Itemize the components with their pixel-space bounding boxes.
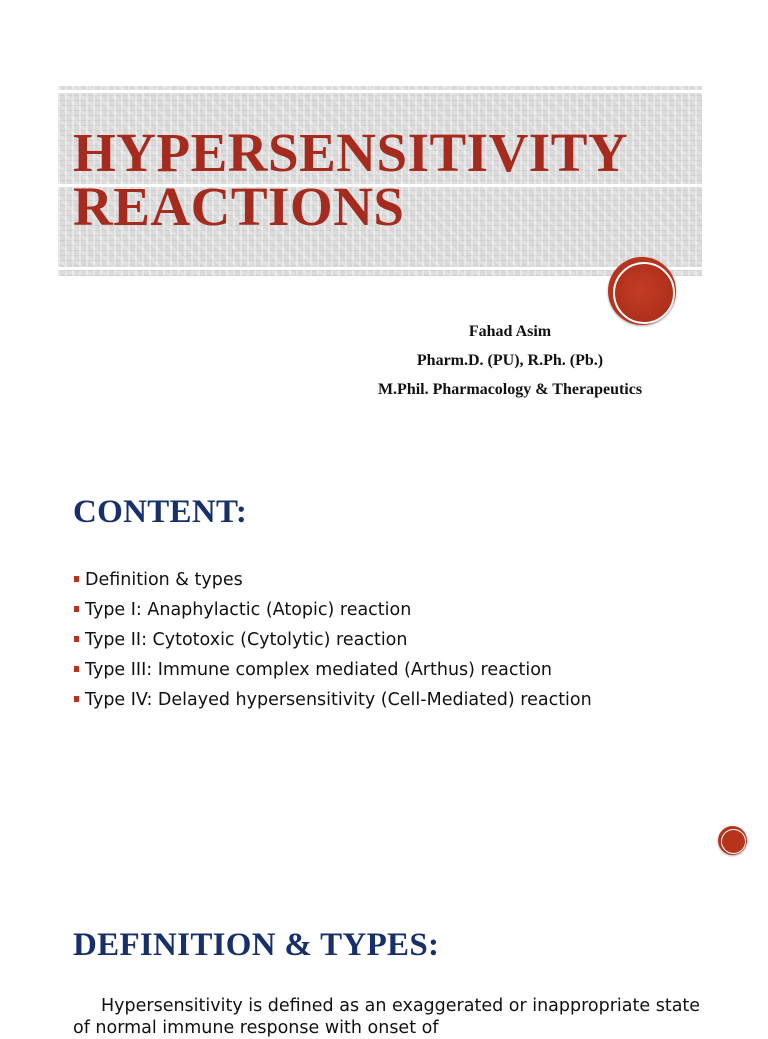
list-item: Type II: Cytotoxic (Cytolytic) reaction [73, 628, 633, 652]
list-item: Type IV: Delayed hypersensitivity (Cell-Mediated) reaction [73, 688, 633, 712]
list-item: Type I: Anaphylactic (Atopic) reaction [73, 598, 633, 622]
slide-title-line-1: HYPERSENSITIVITY [73, 122, 629, 183]
list-item: Definition & types [73, 568, 633, 592]
banner-divider [58, 90, 702, 93]
definition-heading: DEFINITION & TYPES: [73, 927, 440, 963]
definition-paragraph: Hypersensitivity is defined as an exaggerated or inappropriate state of normal immune response with onset of [73, 996, 701, 1038]
list-item: Type III: Immune complex mediated (Arthus) reaction [73, 658, 633, 682]
author-name: Fahad Asim [468, 323, 552, 340]
title-banner [58, 86, 702, 276]
content-list [73, 568, 633, 718]
slide-title-line-2: REACTIONS [73, 176, 405, 237]
decorative-circle-small-icon [718, 826, 747, 855]
author-block [340, 321, 680, 408]
content-heading: CONTENT: [73, 494, 248, 530]
author-credentials: Pharm.D. (PU), R.Ph. (Pb.) [416, 352, 604, 369]
banner-divider [58, 267, 702, 270]
slide-title [73, 122, 693, 237]
author-degree: M.Phil. Pharmacology & Therapeutics [377, 381, 643, 398]
decorative-circle-icon [608, 257, 676, 325]
